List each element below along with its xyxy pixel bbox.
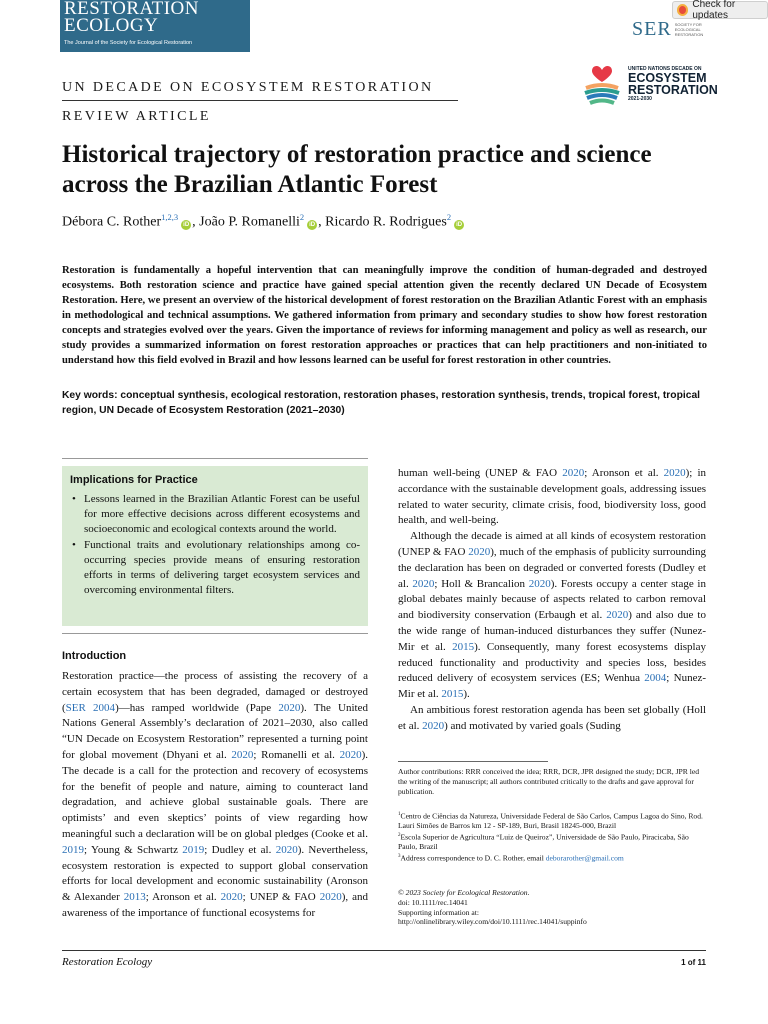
author-name[interactable]: João P. Romanelli: [199, 214, 300, 230]
footer-divider: [62, 950, 706, 951]
citation-link[interactable]: 2020: [528, 577, 551, 590]
implications-title: Implications for Practice: [70, 474, 198, 486]
decade-emblem-icon: [582, 62, 622, 106]
introduction-heading: Introduction: [62, 650, 127, 662]
author-name[interactable]: Débora C. Rother: [62, 214, 162, 230]
copyright: © 2023 Society for Ecological Restoration.: [398, 888, 530, 897]
intro-paragraph: An ambitious forest restoration agenda has been set globally (Holl et al. 2020) and motivated by varied goals (Suding: [398, 703, 706, 732]
citation-link[interactable]: 2020: [468, 545, 491, 558]
citation-link[interactable]: SER 2004: [65, 701, 116, 714]
citation-link[interactable]: 2020: [562, 467, 585, 479]
implications-list: [70, 492, 360, 598]
page-number: 1 of 11: [681, 958, 706, 967]
ser-logo-small: SOCIETY FOR ECOLOGICAL RESTORATION: [674, 22, 704, 37]
decade-logo-line1: UNITED NATIONS DECADE ON: [628, 66, 702, 72]
implications-bottom-rule: [62, 633, 368, 634]
implications-box: [62, 466, 368, 626]
article-type: REVIEW ARTICLE: [62, 109, 211, 124]
check-for-updates-button[interactable]: [672, 1, 768, 19]
citation-link[interactable]: 2020: [422, 719, 445, 732]
citation-link[interactable]: 2020: [231, 748, 254, 761]
citation-link[interactable]: 2020: [663, 467, 686, 479]
orcid-icon[interactable]: iD: [309, 221, 316, 228]
implications-top-rule: [62, 458, 368, 459]
author-affiliation[interactable]: 2: [446, 212, 452, 222]
right-column: [398, 466, 706, 735]
citation-link[interactable]: 2019: [182, 843, 205, 856]
journal-name: RESTORATION ECOLOGY: [64, 0, 199, 36]
citation-link[interactable]: 2015: [452, 640, 475, 653]
doi[interactable]: doi: 10.1111/rec.14041: [398, 897, 468, 907]
citation-link[interactable]: 2020: [278, 701, 301, 714]
citation-link[interactable]: 2020: [275, 843, 298, 856]
supporting-label: Supporting information at:: [398, 907, 479, 917]
keywords: [62, 388, 707, 418]
un-decade-logo: [582, 62, 718, 106]
footer-journal: Restoration Ecology: [62, 956, 153, 968]
supporting-url[interactable]: http://onlinelibrary.wiley.com/doi/10.1111/rec.14041/suppinfo: [398, 917, 587, 927]
author-contributions: Author contributions: RRR conceived the idea; RRR, DCR, JPR designed the study; DCR, JPR led the writing of the manuscript; all authors contributed critically to the drafts and gave approval for publication.: [398, 767, 700, 796]
author-name[interactable]: Ricardo R. Rodrigues: [325, 214, 447, 230]
intro-paragraph: Restoration practice—the process of assisting the recovery of a certain ecosystem that has been degraded, damaged or destroyed (SER 2004)—has ramped worldwide (Pape 2020). The United Nations General Assembly’s declaration of 2021–2030, also called “UN Decade on Ecosystem Restoration” represented a turning point for global movement (Dhyani et al. 2020; Romanelli et al. 2020). The decade is a call for the protection and recovery of ecosystems for the benefit of people and nature, aiming to counteract land degradation, and achieve global sustainable goals. There are optimists’ and even skeptics’ points of view regarding how meaningful such a declaration will be on global pledges (Cooke et al. 2019; Young & Schwartz 2019; Dudley et al. 2020). Nevertheless, ecosystem restoration is expected to support global conservation efforts for local development and economic sustainability (Aronson & Alexander 2013; Aronson et al. 2020; UNEP & FAO 2020), and awareness of the importance of functional ecosystems for: [62, 670, 368, 919]
orcid-icon[interactable]: iD: [456, 221, 463, 228]
decade-logo-line4: 2021-2030: [628, 96, 652, 102]
journal-subtitle: The Journal of the Society for Ecological Restoration: [64, 40, 193, 46]
series-divider: [62, 100, 458, 101]
author-affiliation[interactable]: 2: [299, 212, 305, 222]
series-label: UN DECADE ON ECOSYSTEM RESTORATION: [62, 80, 434, 95]
email-link[interactable]: deborarother@gmail.com: [545, 853, 624, 863]
keywords-label: Key words:: [62, 390, 118, 401]
implications-item: • Functional traits and evolutionary relationships among co-occurring species provide means of ensuring restoration efforts in terms of delivering target ecosystem services and overcoming environmental filters.: [70, 538, 360, 599]
citation-link[interactable]: 2019: [62, 843, 84, 856]
decade-logo-line2: ECOSYSTEM: [628, 71, 707, 85]
implications-item: • Lessons learned in the Brazilian Atlantic Forest can be useful for more effective decisions across different ecosystems and socioeconomic and ecological contexts around the world.: [70, 492, 360, 538]
intro-paragraph: Although the decade is aimed at all kinds of ecosystem restoration (UNEP & FAO 2020), much of the emphasis of publicity surrounding the declaration has been on degraded or converted forests (Dudley et al. 2020; Holl & Brancalion 2020). Forests occupy a center stage in global debates mainly because of aspects related to carbon removal and biodiversity conservation (Erbaugh et al. 2020) and also due to the wide range of human-induced disturbances they suffer (Nunez-Mir et al. 2015). Consequently, many forest ecosystems display reduced functionality and productivity and species loss, besides reduced delivery of ecosystem services (ES; Wenhua 2004; Nunez-Mir et al. 2015).: [398, 530, 706, 701]
citation-link[interactable]: 2020: [220, 891, 243, 904]
paper-title: Historical trajectory of restoration practice and science across the Brazilian Atlantic Forest: [62, 141, 652, 198]
journal-banner[interactable]: [60, 0, 250, 52]
keywords-text: conceptual synthesis, ecological restoration, restoration phases, restoration synthesis, trends, tropical forest, tropical region, UN Decade of Ecosystem Restoration (2021–2030): [62, 390, 701, 416]
author-affiliation[interactable]: 1,2,3: [161, 212, 179, 222]
footnote-divider: [398, 761, 548, 762]
ser-logo-text: SER: [632, 18, 672, 40]
check-for-updates-label: Check for updates: [692, 0, 736, 21]
correspondence: $^3$Address correspondence to D. C. Rother, email deborarother@gmail.com: [398, 853, 624, 863]
ser-logo: [632, 18, 711, 41]
abstract: Restoration is fundamentally a hopeful intervention that can meaningfully improve the condition of human-degraded and destroyed ecosystems. Both restoration science and practice have gained special attention given the recently declared UN Decade of Ecosystem Restoration. Here, we present an overview of the historical development of forest restoration on the Brazilian Atlantic Forest with an emphasis in methodological and technical assumptions. We gathered information from primary and secondary studies to show how forest restoration concepts and strategies evolved over the years. Given the importance of reviews for informing management and policy as well as research, our study provides a summarized information on forest restoration approaches or practices that can help practitioners and non-initiated to understand how this field evolved in Brazil and how lessons learned can be useful for forest restoration in other countries.: [62, 265, 707, 366]
intro-paragraph: human well-being (UNEP & FAO 2020; Aronson et al. 2020); in accordance with the sustainable development goals, addressing issues related to water security, climate crisis, food, biodiversity loss, good health, and well-being.: [398, 467, 707, 527]
citation-link[interactable]: 2004: [644, 672, 667, 685]
orcid-icon[interactable]: iD: [183, 221, 190, 228]
crossmark-icon: [677, 4, 688, 16]
affiliations: [398, 810, 706, 864]
citation-link[interactable]: 2020: [339, 748, 362, 761]
publication-info: [398, 888, 706, 927]
citation-link[interactable]: 2020: [319, 891, 342, 904]
citation-link[interactable]: 2015: [441, 688, 464, 701]
affiliation-item: $^2$Escola Superior de Agricultura “Luiz de Queiroz”, Universidade de São Paulo, Piracicaba, São Paulo, Brazil: [398, 832, 689, 852]
citation-link[interactable]: 2020: [606, 609, 629, 622]
affiliation-item: $^1$Centro de Ciências da Natureza, Universidade Federal de São Carlos, Campus Lagoa do Sino, Rod. Lauri Simões de Barros km 12 - SP-189, Buri, Brasil 18245-000, Brazil: [398, 811, 703, 831]
author-list: Débora C. Rother$^{1,2,3}$iD , João P. Romanelli$^2$iD , Ricardo R. Rodrigues$^2$iD: [62, 212, 463, 230]
left-column: [62, 669, 368, 922]
citation-link[interactable]: 2013: [123, 891, 146, 904]
citation-link[interactable]: 2020: [412, 577, 435, 590]
decade-logo-line3: RESTORATION: [628, 83, 718, 97]
